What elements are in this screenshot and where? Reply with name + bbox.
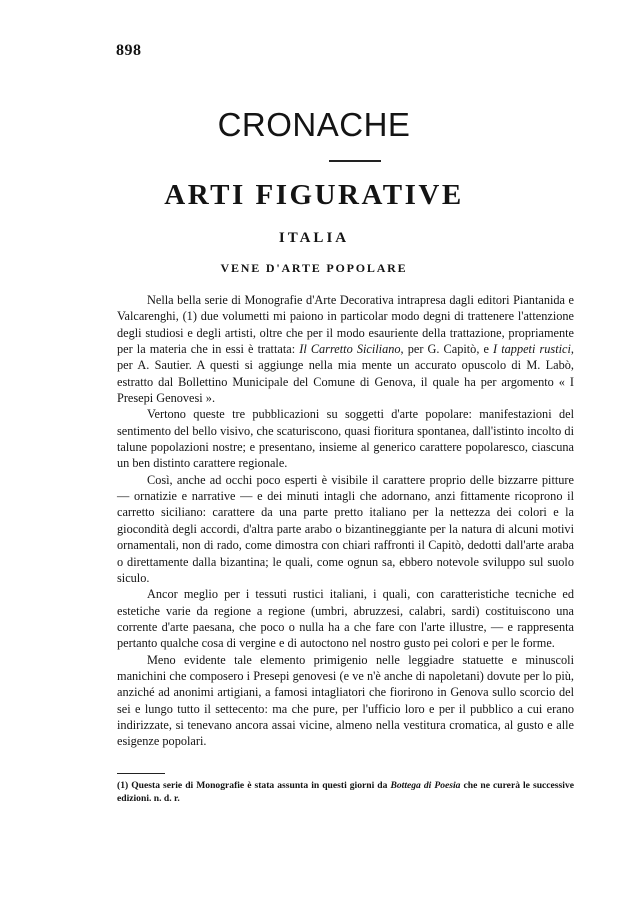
section-title: CRONACHE xyxy=(217,106,411,143)
subsection-title: ARTI FIGURATIVE xyxy=(164,179,464,211)
paragraph-text: , per A. Sautier. A questi si aggiunge nella mia mente un accurato opuscolo di M. Labò, estratto dal Bollettino Municipale del Comune di Genova, il quale ha per argomento « I Presepi Genovesi ». xyxy=(117,342,574,406)
article-title: VENE D'ARTE POPOLARE xyxy=(220,261,408,275)
country-heading: ITALIA xyxy=(278,230,350,246)
paragraph-text: Vertono queste tre pubblicazioni su soggetti d'arte popolare: manifestazioni del sentimento del bello visivo, che scaturiscono, quasi fioritura spontanea, dall'istinto incolto di talune popolazioni nostre; e presentano, insieme al generico carattere popolaresco, ciascuna un ben distinto carattere regionale. xyxy=(117,407,574,471)
paragraph-text: Nella bella serie di Monografie d'Arte Decorativa intrapresa dagli editori Piantanida e Valcarenghi, (1) due volumetti mi paiono in particolar modo degni di trattenere l'attenzione degli studiosi e degli artisti, oltre che per il modo esauriente della trattazione, propriamente per la materia che in essi è trattata: xyxy=(117,293,574,357)
paragraph-text: , per G. Capitò, e xyxy=(400,342,494,357)
footnote-publisher: Bottega di Poesia xyxy=(390,780,461,791)
paragraph xyxy=(117,406,574,471)
paragraph xyxy=(117,586,574,651)
book-title: Il Carretto Siciliano xyxy=(299,342,401,357)
footnote-text: che ne curerà le successive edizioni. n. d. r. xyxy=(117,780,574,804)
page-number: 898 xyxy=(116,42,142,59)
paragraph xyxy=(117,472,574,586)
paragraph xyxy=(117,292,574,406)
book-title: I tappeti rustici xyxy=(493,342,571,357)
title-divider xyxy=(329,160,381,162)
footnote-text: (1) Questa serie di Monografie è stata assunta in questi giorni da xyxy=(117,780,391,791)
paragraph-text: Così, anche ad occhi poco esperti è visibile il carattere proprio delle bizzarre pitture — ornatizie e narrative — e dei minuti intagli che adornano, anzi fittamente ricoprono il carretto siciliano: carattere da una parte pretto italiano per la nettezza dei colori e la giocondità degli accordi, d'altra parte arabo o bizantineggiante per la natura di alcuni motivi ornamentali, non di rado, come dimostra con chiari raffronti il Capitò, dedotti dall'arte araba o direttamente dalla bizantina; le quali, come ognun sa, ebbero notevole sviluppo sul suolo siculo. xyxy=(117,472,574,585)
paragraph-text: Ancor meglio per i tessuti rustici italiani, i quali, con caratteristiche tecniche ed estetiche varie da regione a regione (umbri, abruzzesi, calabri, sardi) costituiscono una corrente d'arte paesana, che poco o nulla ha a che fare con l'arte illustre, — e rappresenta pertanto qualche cosa di vergine e di autoctono nel nostro gusto pei colori e per le forme. xyxy=(117,587,574,651)
paragraph-text: Meno evidente tale elemento primigenio nelle leggiadre statuette e minuscoli manichini che composero i Presepi genovesi (e ve n'è anche di napoletani) dovute per lo più, anziché ad anonimi artigiani, a famosi intagliatori che fiorirono in Genova sullo scorcio del sei e lungo tutto il settecento: ma che pure, per l'ufficio loro e per il pubblico a cui erano indirizzate, si tenevano ancora assai vicine, almeno nella vestitura cromatica, al gusto e alle esigenze popolari. xyxy=(117,652,574,749)
footnote xyxy=(117,779,574,805)
paragraph xyxy=(117,652,574,750)
article-body xyxy=(117,292,574,750)
footnote-divider xyxy=(117,773,165,774)
